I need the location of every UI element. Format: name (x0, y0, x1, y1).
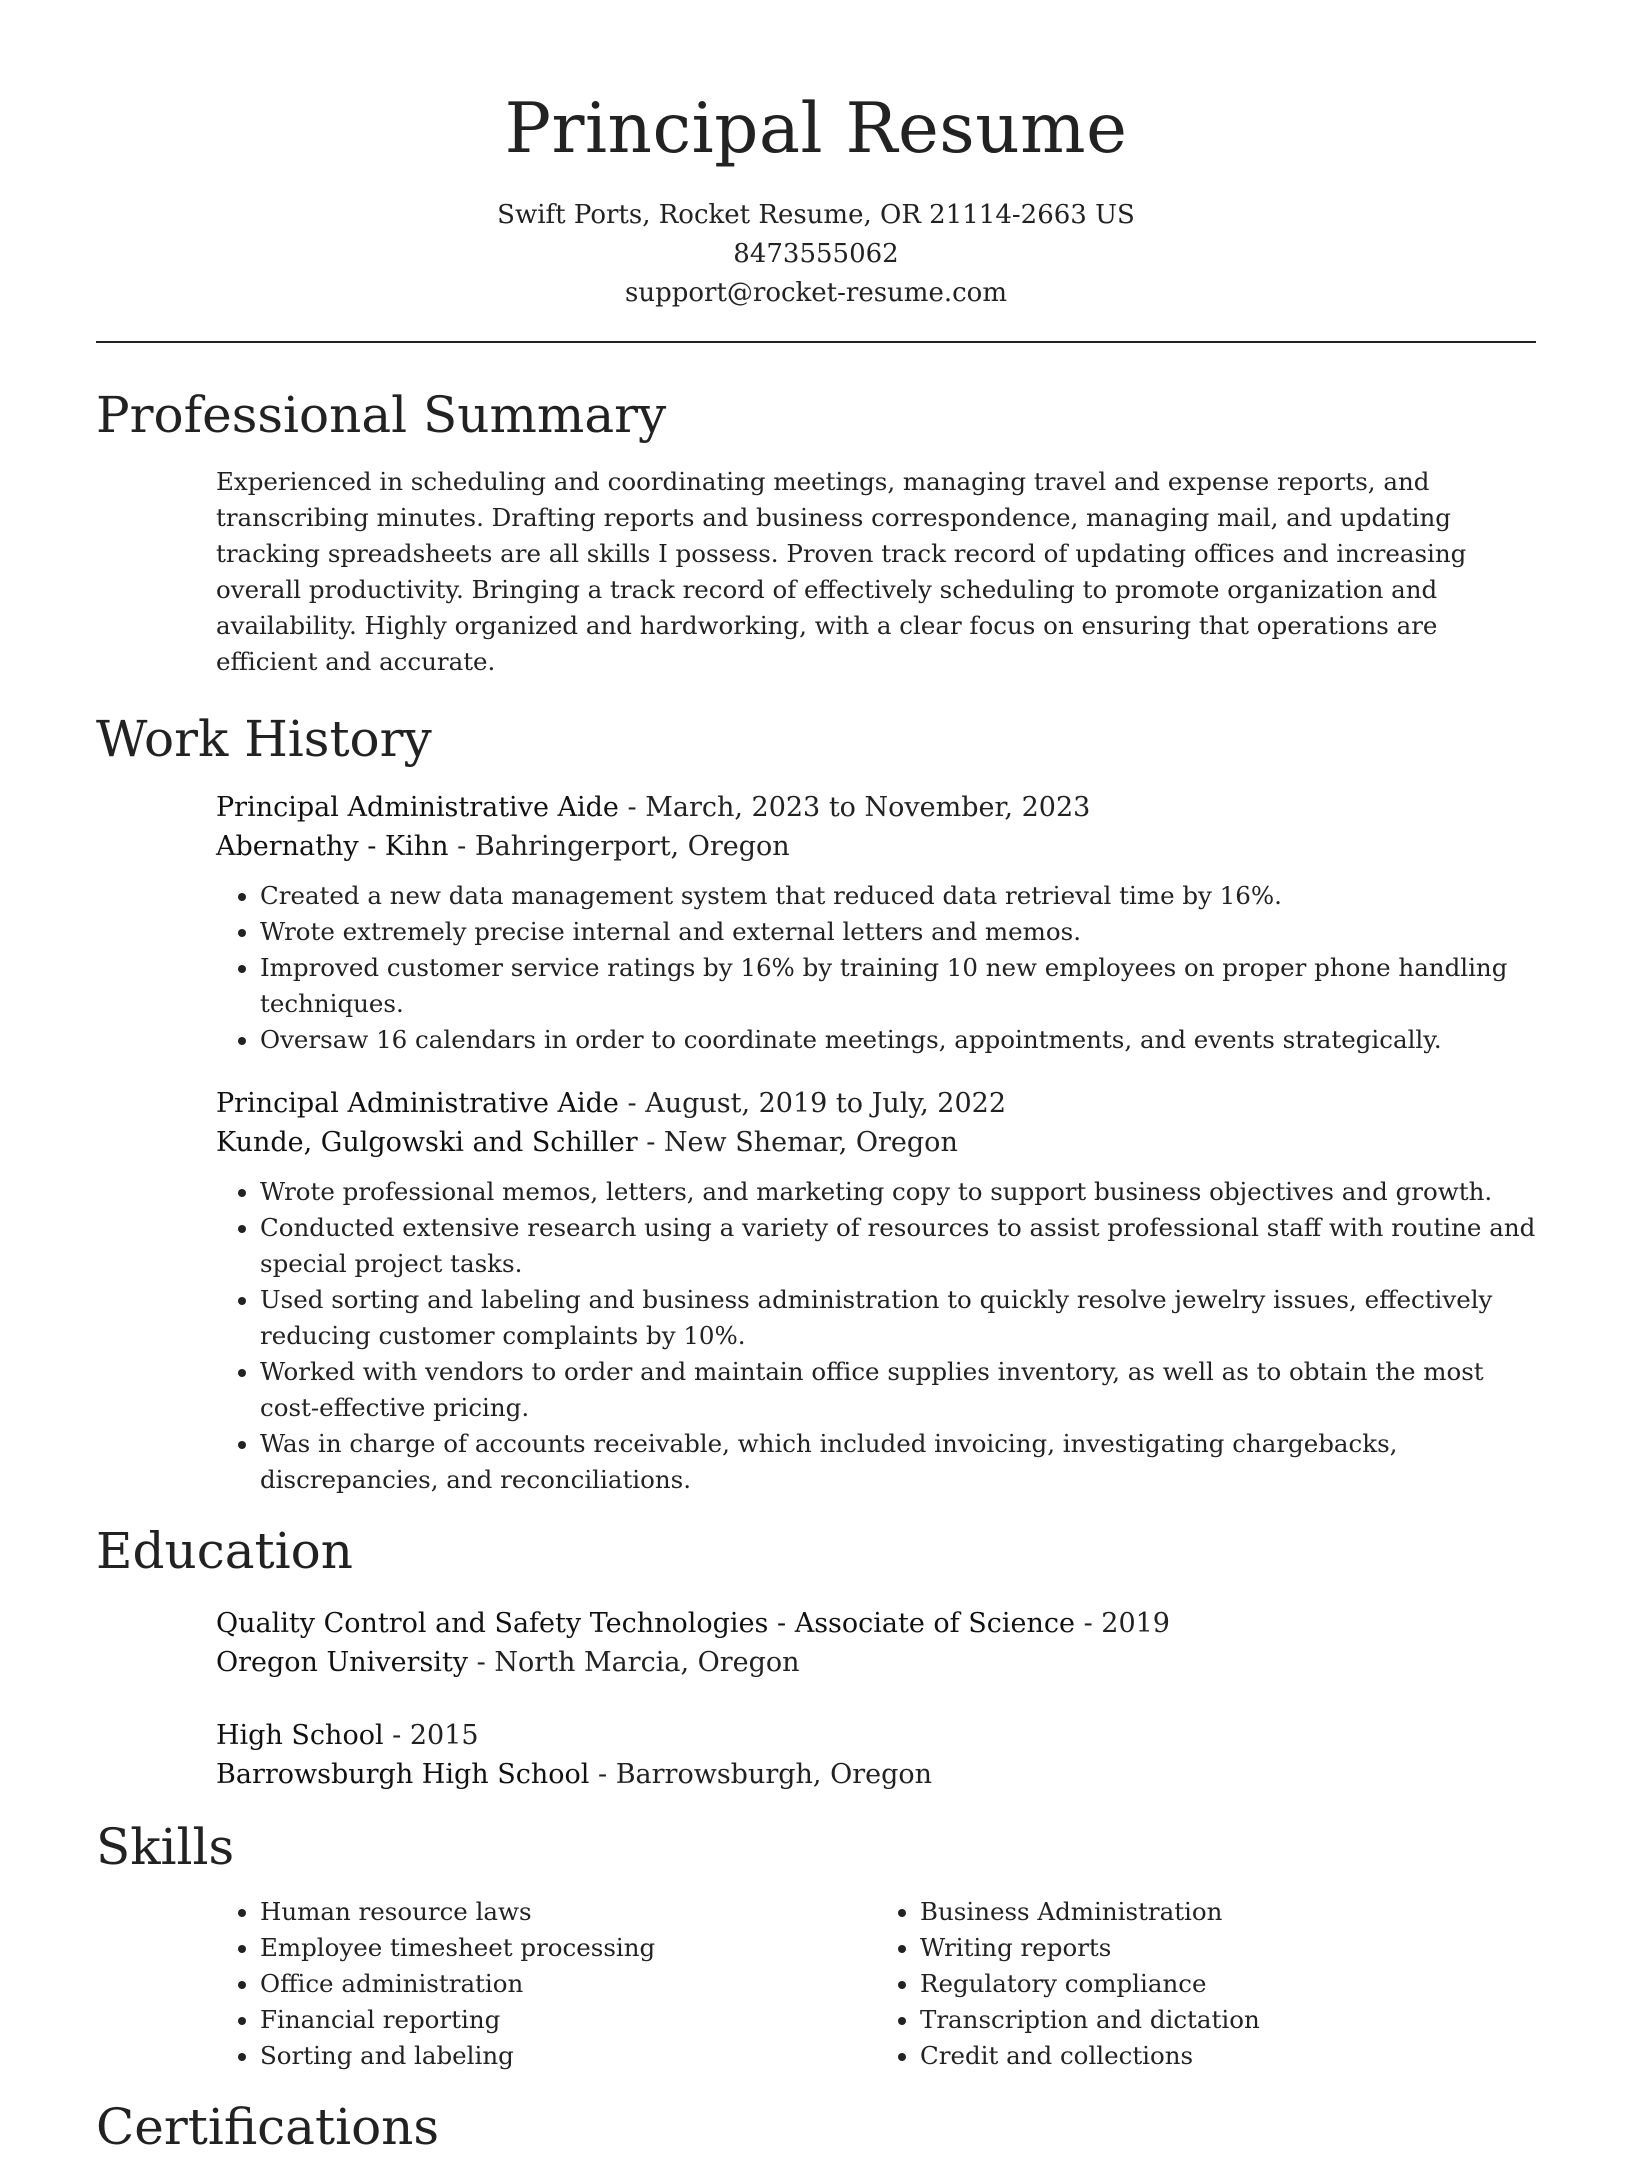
skills-columns (216, 1894, 1536, 2074)
skill-item: • Writing reports (920, 1930, 1536, 1966)
education-year: - 2015 (383, 1720, 479, 1751)
work-history-title: Work History (96, 710, 432, 768)
job-bullet: • Wrote extremely precise internal and external letters and memos. (260, 914, 1536, 950)
education-degree-line (216, 1604, 1536, 1643)
job-company-line (216, 1123, 1536, 1162)
skill-item: • Human resource laws (260, 1894, 876, 1930)
skill-item: • Employee timesheet processing (260, 1930, 876, 1966)
education-title: Education (96, 1522, 353, 1580)
contact-phone: 8473555062 (733, 239, 899, 269)
certifications-title: Certifications (96, 2098, 440, 2156)
skill-item: • Financial reporting (260, 2002, 876, 2038)
skills-title: Skills (96, 1818, 235, 1876)
job-location: - New Shemar, Oregon (637, 1127, 958, 1158)
job-role-line (216, 788, 1536, 827)
job-role-line (216, 1084, 1536, 1123)
job-dates: - August, 2019 to July, 2022 (618, 1088, 1007, 1119)
skill-item: • Office administration (260, 1966, 876, 2002)
skills-column-left (216, 1894, 876, 2074)
job-bullet: • Created a new data management system that reduced data retrieval time by 16%. (260, 878, 1536, 914)
skill-item: • Sorting and labeling (260, 2038, 876, 2074)
education-location: - North Marcia, Oregon (468, 1647, 800, 1678)
skill-item: • Transcription and dictation (920, 2002, 1536, 2038)
education-degree: High School (216, 1720, 384, 1751)
job-company: Abernathy - Kihn (216, 831, 449, 862)
job-bullet: • Was in charge of accounts receivable, which included invoicing, investigating chargebacks, discrepancies, and reconciliations. (260, 1426, 1536, 1498)
job-role: Principal Administrative Aide (216, 792, 619, 823)
contact-address: Swift Ports, Rocket Resume, OR 21114-2663 US (497, 200, 1135, 230)
contact-block (0, 196, 1632, 313)
resume-body (96, 380, 1536, 2162)
job-entry (96, 788, 1536, 1058)
summary-text: Experienced in scheduling and coordinating meetings, managing travel and expense reports, and transcribing minutes. Drafting reports and business correspondence, managing mail, and updating tracking spreadsheets are all skills I possess. Proven track record of updating offices and increasing overall productivity. Bringing a track record of effectively scheduling to promote organization and availability. Highly organized and hardworking, with a clear focus on ensuring that operations are efficient and accurate. (216, 467, 1467, 676)
work-history-section (96, 704, 1536, 1498)
job-bullet: • Oversaw 16 calendars in order to coordinate meetings, appointments, and events strategically. (260, 1022, 1536, 1058)
job-bullet: • Improved customer service ratings by 16% by training 10 new employees on proper phone handling techniques. (260, 950, 1536, 1022)
education-degree: Quality Control and Safety Technologies - Associate of Science (216, 1608, 1075, 1639)
resume-name: Principal Resume (504, 89, 1128, 169)
education-entry (96, 1716, 1536, 1794)
job-location: - Bahringerport, Oregon (448, 831, 790, 862)
skills-column-right (876, 1894, 1536, 2074)
skill-item: • Business Administration (920, 1894, 1536, 1930)
skill-item: • Regulatory compliance (920, 1966, 1536, 2002)
education-school-line (216, 1643, 1536, 1682)
education-section (96, 1516, 1536, 1794)
education-school-line (216, 1755, 1536, 1794)
education-degree-line (216, 1716, 1536, 1755)
job-entry (96, 1084, 1536, 1498)
job-bullet: • Worked with vendors to order and maintain office supplies inventory, as well as to obtain the most cost-effective pricing. (260, 1354, 1536, 1426)
certifications-section (96, 2092, 1536, 2162)
job-dates: - March, 2023 to November, 2023 (618, 792, 1091, 823)
skill-item: • Credit and collections (920, 2038, 1536, 2074)
education-location: - Barrowsburgh, Oregon (589, 1759, 933, 1790)
education-school: Oregon University (216, 1647, 469, 1678)
header-divider (96, 341, 1536, 343)
job-bullet: • Used sorting and labeling and business administration to quickly resolve jewelry issues, effectively reducing customer complaints by 10%. (260, 1282, 1536, 1354)
job-bullet: • Conducted extensive research using a variety of resources to assist professional staff with routine and special project tasks. (260, 1210, 1536, 1282)
resume-header (0, 0, 1632, 313)
skills-section (96, 1812, 1536, 2074)
job-bullets (216, 878, 1536, 1058)
contact-email: support@rocket-resume.com (624, 278, 1007, 308)
education-year: - 2019 (1074, 1608, 1170, 1639)
education-entry (96, 1604, 1536, 1682)
job-company: Kunde, Gulgowski and Schiller (216, 1127, 638, 1158)
job-company-line (216, 827, 1536, 866)
summary-section (96, 380, 1536, 680)
job-role: Principal Administrative Aide (216, 1088, 619, 1119)
job-bullet: • Wrote professional memos, letters, and marketing copy to support business objectives and growth. (260, 1174, 1536, 1210)
summary-title: Professional Summary (96, 386, 667, 444)
education-school: Barrowsburgh High School (216, 1759, 590, 1790)
job-bullets (216, 1174, 1536, 1498)
